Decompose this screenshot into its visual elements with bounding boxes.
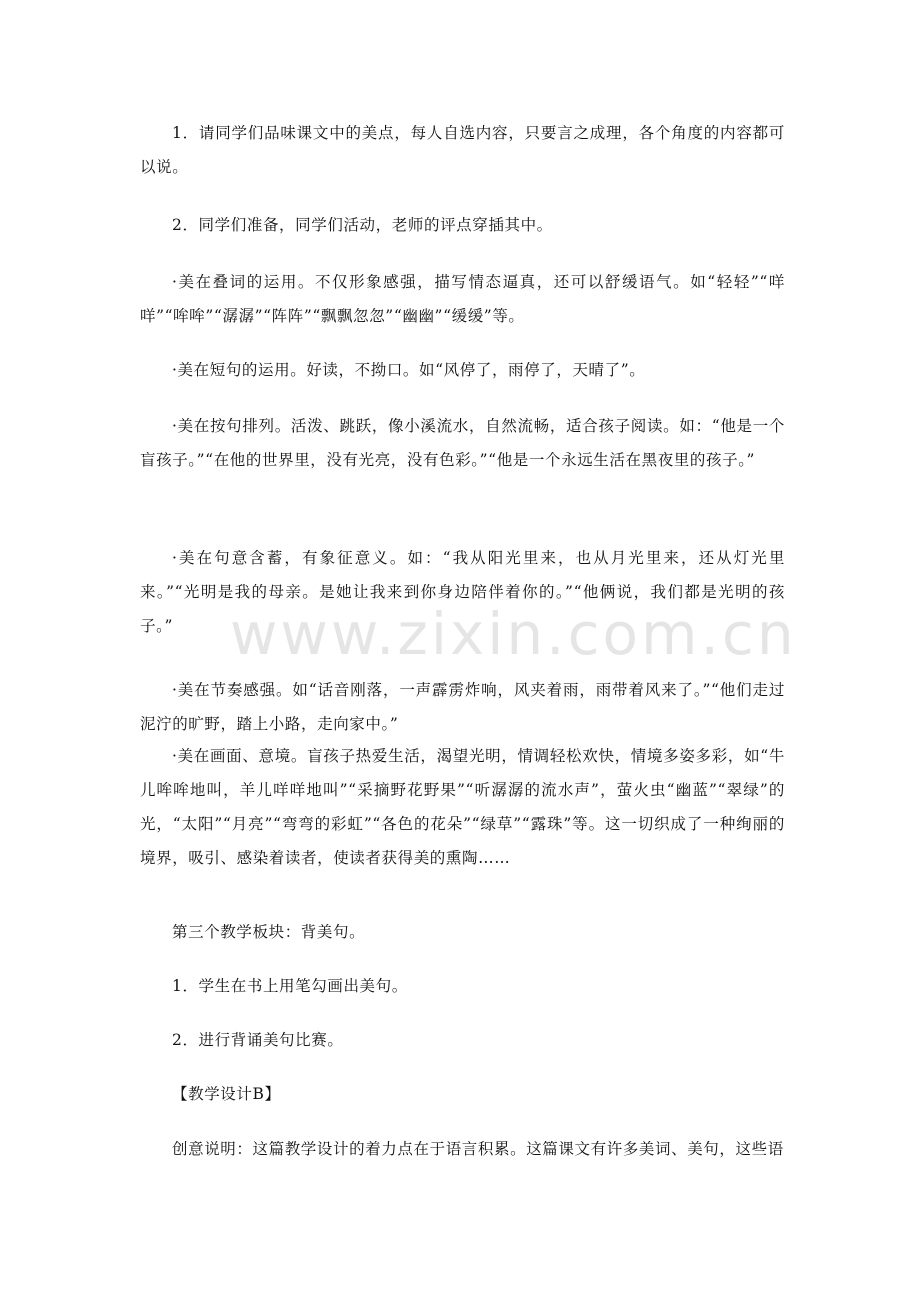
- paragraph-task-2: 2．同学们准备，同学们活动，老师的评点穿插其中。: [172, 216, 553, 234]
- paragraph-step-1: 1．学生在书上用笔勾画出美句。: [172, 977, 408, 995]
- paragraph-short-sentences: ·美在短句的运用。好读，不拗口。如“风停了，雨停了，天晴了”。: [172, 361, 646, 379]
- paragraph-reduplication: ·美在叠词的运用。不仅形象感强，描写情态逼真，还可以舒缓语气。如“轻轻”“咩咩”“哞哞”“潺潺”“阵阵”“飘飘忽忽”“幽幽”“缓缓”等。: [140, 273, 785, 325]
- heading-design-b: 【教学设计B】: [172, 1085, 281, 1103]
- paragraph-rhythm: ·美在节奏感强。如“话音刚落，一声霹雳炸响，风夹着雨，雨带着风来了。”“他们走过泥泞的旷野，踏上小路，走向家中。”: [140, 681, 785, 733]
- paragraph-imagery: ·美在画面、意境。盲孩子热爱生活，渴望光明，情调轻松欢快，情境多姿多彩，如“牛儿哞哞地叫，羊儿咩咩地叫”“采摘野花野果”“听潺潺的流水声”，萤火虫“幽蓝”“翠绿”的光，“太阳”“月亮”“弯弯的彩虹”“各色的花朵”“绿草”“露珠”等。这一切织成了一种绚丽的境界，吸引、感染着读者，使读者获得美的熏陶……: [140, 747, 785, 867]
- paragraph-task-1: 1．请同学们品味课文中的美点，每人自选内容，只要言之成理，各个角度的内容都可以说。: [140, 124, 785, 176]
- paragraph-step-2: 2．进行背诵美句比赛。: [172, 1031, 344, 1049]
- paragraph-implicit-meaning: ·美在句意含蓄，有象征意义。如：“我从阳光里来，也从月光里来，还从灯光里来。”“光明是我的母亲。是她让我来到你身边陪伴着你的。”“他俩说，我们都是光明的孩子。”: [140, 549, 785, 635]
- paragraph-line-arrangement: ·美在按句排列。活泼、跳跃，像小溪流水，自然流畅，适合孩子阅读。如：“他是一个盲孩子。”“在他的世界里，没有光亮，没有色彩。”“他是一个永远生活在黑夜里的孩子。”: [140, 417, 785, 469]
- paragraph-section-3: 第三个教学板块：背美句。: [172, 923, 366, 941]
- watermark: www.zixin.com.cn: [230, 600, 797, 668]
- paragraph-creative-note: 创意说明：这篇教学设计的着力点在于语言积累。这篇课文有许多美词、美句，这些语: [172, 1140, 784, 1158]
